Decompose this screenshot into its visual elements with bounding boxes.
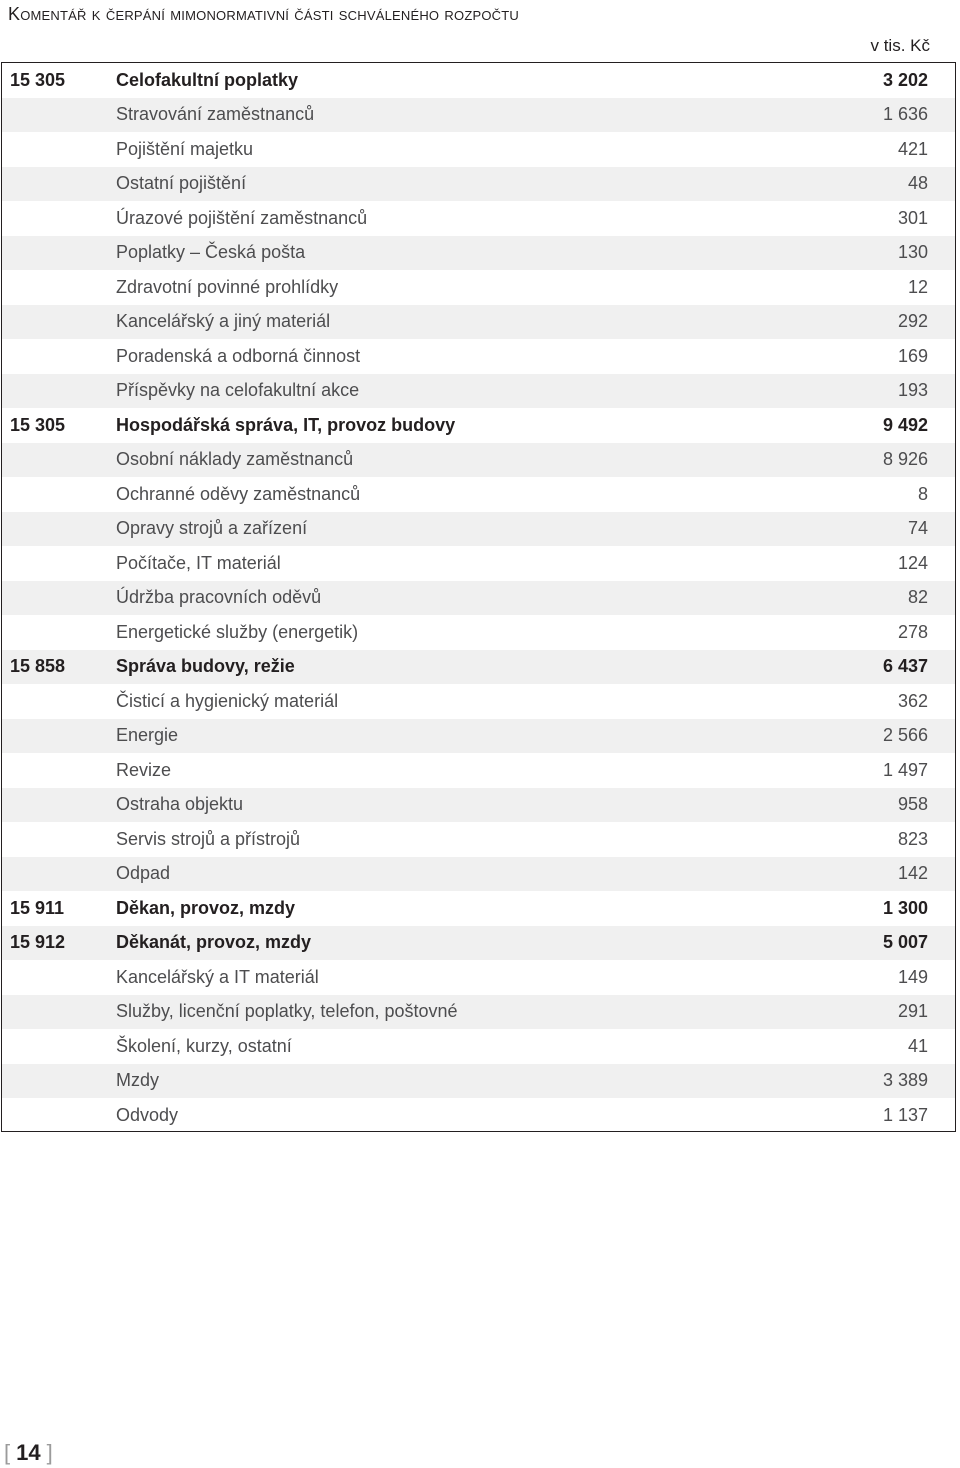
- row-label: Školení, kurzy, ostatní: [116, 1035, 292, 1056]
- table-row: [2, 132, 955, 167]
- row-value: 124: [897, 552, 928, 573]
- row-value: 8 926: [882, 449, 928, 470]
- row-value: 193: [897, 380, 928, 401]
- row-label: Odvody: [116, 1104, 179, 1125]
- table-row: [2, 477, 955, 512]
- row-label: Mzdy: [116, 1070, 160, 1091]
- row-value: 5 007: [882, 932, 928, 953]
- row-code: 15 305: [10, 69, 66, 90]
- row-label: Pojištění majetku: [116, 138, 254, 159]
- row-value: 362: [897, 690, 928, 711]
- table-row: [2, 960, 955, 995]
- row-label: Správa budovy, režie: [116, 656, 295, 677]
- row-code: 15 305: [10, 414, 66, 435]
- bracket-open: [: [4, 1440, 11, 1465]
- table-row: [2, 615, 955, 650]
- row-value: 1 137: [882, 1104, 928, 1125]
- row-value: 278: [897, 621, 928, 642]
- row-label: Ostraha objektu: [116, 794, 244, 815]
- row-label: Služby, licenční poplatky, telefon, poštovné: [116, 1001, 458, 1022]
- table-row: [2, 443, 955, 478]
- row-label: Servis strojů a přístrojů: [116, 828, 301, 849]
- table-row: [2, 270, 955, 305]
- table-row: [2, 374, 955, 409]
- row-value: 958: [897, 794, 928, 815]
- row-label: Úrazové pojištění zaměstnanců: [116, 207, 368, 228]
- table-row: [2, 201, 955, 236]
- table-row-section: [2, 63, 955, 98]
- row-label: Energie: [116, 725, 179, 746]
- row-code: 15 912: [10, 932, 66, 953]
- row-value: 9 492: [882, 414, 928, 435]
- row-value: 292: [897, 311, 928, 332]
- row-label: Čisticí a hygienický materiál: [116, 690, 339, 711]
- table-row: [2, 581, 955, 616]
- row-value: 12: [907, 276, 928, 297]
- row-value: 130: [897, 242, 928, 263]
- row-value: 301: [897, 207, 928, 228]
- row-label: Kancelářský a IT materiál: [116, 966, 319, 987]
- row-label: Kancelářský a jiný materiál: [116, 311, 331, 332]
- budget-table: [1, 62, 956, 1132]
- bracket-close: ]: [46, 1440, 53, 1465]
- row-value: 6 437: [882, 656, 928, 677]
- row-label: Celofakultní poplatky: [116, 69, 299, 90]
- row-value: 421: [897, 138, 928, 159]
- table-row: [2, 546, 955, 581]
- row-value: 1 636: [882, 104, 928, 125]
- unit-label: v tis. Kč: [870, 36, 930, 55]
- table-row: [2, 995, 955, 1030]
- row-label: Děkanát, provoz, mzdy: [116, 932, 312, 953]
- row-label: Poradenská a odborná činnost: [116, 345, 361, 366]
- row-label: Poplatky – Česká pošta: [116, 242, 306, 263]
- row-value: 823: [897, 828, 928, 849]
- row-value: 1 300: [882, 897, 928, 918]
- page-number-value: 14: [16, 1440, 41, 1465]
- row-label: Odpad: [116, 863, 171, 884]
- row-label: Opravy strojů a zařízení: [116, 518, 308, 539]
- table-row: [2, 1064, 955, 1099]
- table-row: [2, 339, 955, 374]
- table-row: [2, 512, 955, 547]
- row-value: 1 497: [882, 759, 928, 780]
- table-row: [2, 236, 955, 271]
- page-number: [4, 1440, 53, 1466]
- row-label: Hospodářská správa, IT, provoz budovy: [116, 414, 456, 435]
- row-label: Ochranné oděvy zaměstnanců: [116, 483, 361, 504]
- row-label: Údržba pracovních oděvů: [116, 587, 322, 608]
- page-title: Komentář k čerpání mimonormativní části schváleného rozpočtu: [8, 4, 519, 24]
- table-row: [2, 98, 955, 133]
- row-value: 48: [907, 173, 928, 194]
- table-row-section: [2, 650, 955, 685]
- table-row: [2, 753, 955, 788]
- row-label: Revize: [116, 759, 172, 780]
- row-value: 3 389: [882, 1070, 928, 1091]
- table-row: [2, 1029, 955, 1064]
- row-value: 3 202: [882, 69, 928, 90]
- row-value: 2 566: [882, 725, 928, 746]
- row-label: Stravování zaměstnanců: [116, 104, 315, 125]
- table-row-section: [2, 891, 955, 926]
- row-value: 169: [897, 345, 928, 366]
- row-value: 291: [897, 1001, 928, 1022]
- row-code: 15 911: [10, 897, 65, 918]
- row-label: Ostatní pojištění: [116, 173, 247, 194]
- row-value: 74: [907, 518, 928, 539]
- row-label: Děkan, provoz, mzdy: [116, 897, 296, 918]
- row-label: Osobní náklady zaměstnanců: [116, 449, 354, 470]
- table-row: [2, 857, 955, 892]
- row-value: 41: [907, 1035, 928, 1056]
- row-value: 82: [907, 587, 928, 608]
- row-label: Zdravotní povinné prohlídky: [116, 276, 339, 297]
- table-row: [2, 822, 955, 857]
- table-row: [2, 305, 955, 340]
- row-code: 15 858: [10, 656, 66, 677]
- row-label: Počítače, IT materiál: [116, 552, 281, 573]
- row-label: Příspěvky na celofakultní akce: [116, 380, 360, 401]
- row-value: 149: [897, 966, 928, 987]
- table-row: [2, 719, 955, 754]
- row-value: 8: [917, 483, 928, 504]
- table-row-section: [2, 926, 955, 961]
- table-row-section: [2, 408, 955, 443]
- table-row: [2, 684, 955, 719]
- table-row: [2, 167, 955, 202]
- table-row: [2, 788, 955, 823]
- table-row: [2, 1098, 955, 1133]
- row-value: 142: [897, 863, 928, 884]
- row-label: Energetické služby (energetik): [116, 621, 359, 642]
